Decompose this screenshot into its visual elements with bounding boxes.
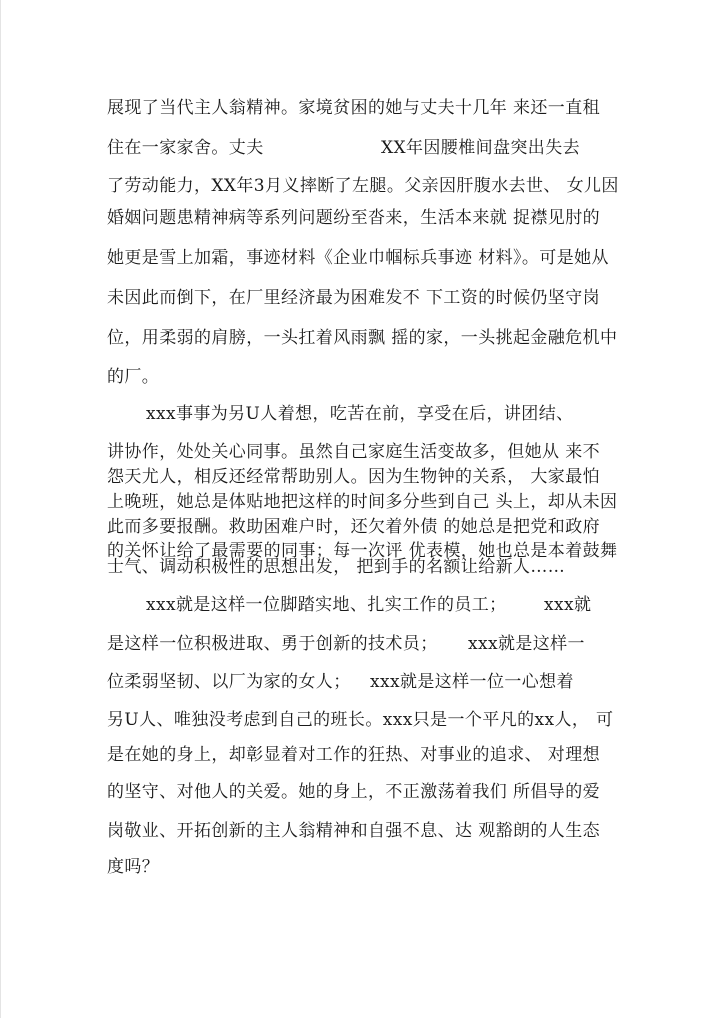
text-line: xxx事事为另U人着想，吃苦在前，享受在后，讲团结、: [146, 404, 574, 424]
text-line: 展现了当代主人翁精神。家境贫困的她与丈夫十几年 来还一直租: [107, 98, 601, 118]
text-line: 岗敬业、开拓创新的主人翁精神和自强不息、达 观豁朗的人生态: [107, 821, 601, 841]
text-line: 是在她的身上，却彰显着对工作的狂热、对事业的追求、 对理想: [107, 745, 601, 765]
text-line: xxx就: [544, 595, 592, 615]
text-line: 怨天尤人，相反还经常帮助别人。因为生物钟的关系， 大家最怕: [107, 467, 601, 487]
text-line: 上晚班，她总是体贴地把这样的时间多分些到自己 头上，却从未因: [107, 492, 618, 512]
text-line: 另U人、唯独没考虑到自己的班长。xxx只是一个平凡的xx人，: [107, 710, 590, 730]
text-line: 位，用柔弱的肩膀，一头扛着风雨飘 摇的家，一头挑起金融危机中: [107, 328, 618, 348]
text-line: 度吗？: [107, 857, 160, 877]
text-line: 未因此而倒下，在厂里经济最为困难发不 下工资的时候仍坚守岗: [107, 288, 601, 308]
text-line: xxx就是这样一位一心想着: [370, 672, 574, 692]
text-line: 了劳动能力，XX年3月义摔断了左腿。父亲因肝腹水去世、 女儿因: [107, 176, 619, 196]
text-line: 此而多要报酬。救助困难户时，还欠着外债 的她总是把党和政府: [107, 517, 601, 537]
text-line: 讲协作，处处关心同事。虽然自己家庭生活变故多，但她从 来不: [107, 442, 601, 462]
text-line: xxx就是这样一: [468, 634, 585, 654]
text-line: 的坚守、对他人的关爱。她的身上，不正激荡着我们 所倡导的爱: [107, 782, 601, 802]
text-line: 的关怀让给了最需要的同事；每一次评 优表模，她也总是本着鼓舞: [107, 541, 618, 561]
text-line: 可: [596, 710, 614, 730]
text-line: 是这样一位积极进取、勇于创新的技术员；: [107, 634, 438, 654]
text-line: 的厂。: [107, 367, 160, 387]
text-line: 婚姻问题患精神病等系列问题纷至沓来，生活本来就 捉襟见肘的: [107, 208, 601, 228]
text-line: 住在一家家舍。丈夫: [107, 138, 264, 158]
text-line: xxx就是这样一位脚踏实地、扎实工作的员工；: [146, 595, 507, 615]
text-line: 位柔弱坚韧、以厂为家的女人；: [107, 672, 351, 692]
text-line: XX年因腰椎间盘突出失去: [381, 138, 581, 158]
text-line: 她更是雪上加霜，事迹材料《企业巾帼标兵事迹 材料》。可是她从: [107, 248, 609, 268]
text-line: 士气、调动积极性的思想出发， 把到手的名额让给新人……: [107, 557, 566, 577]
